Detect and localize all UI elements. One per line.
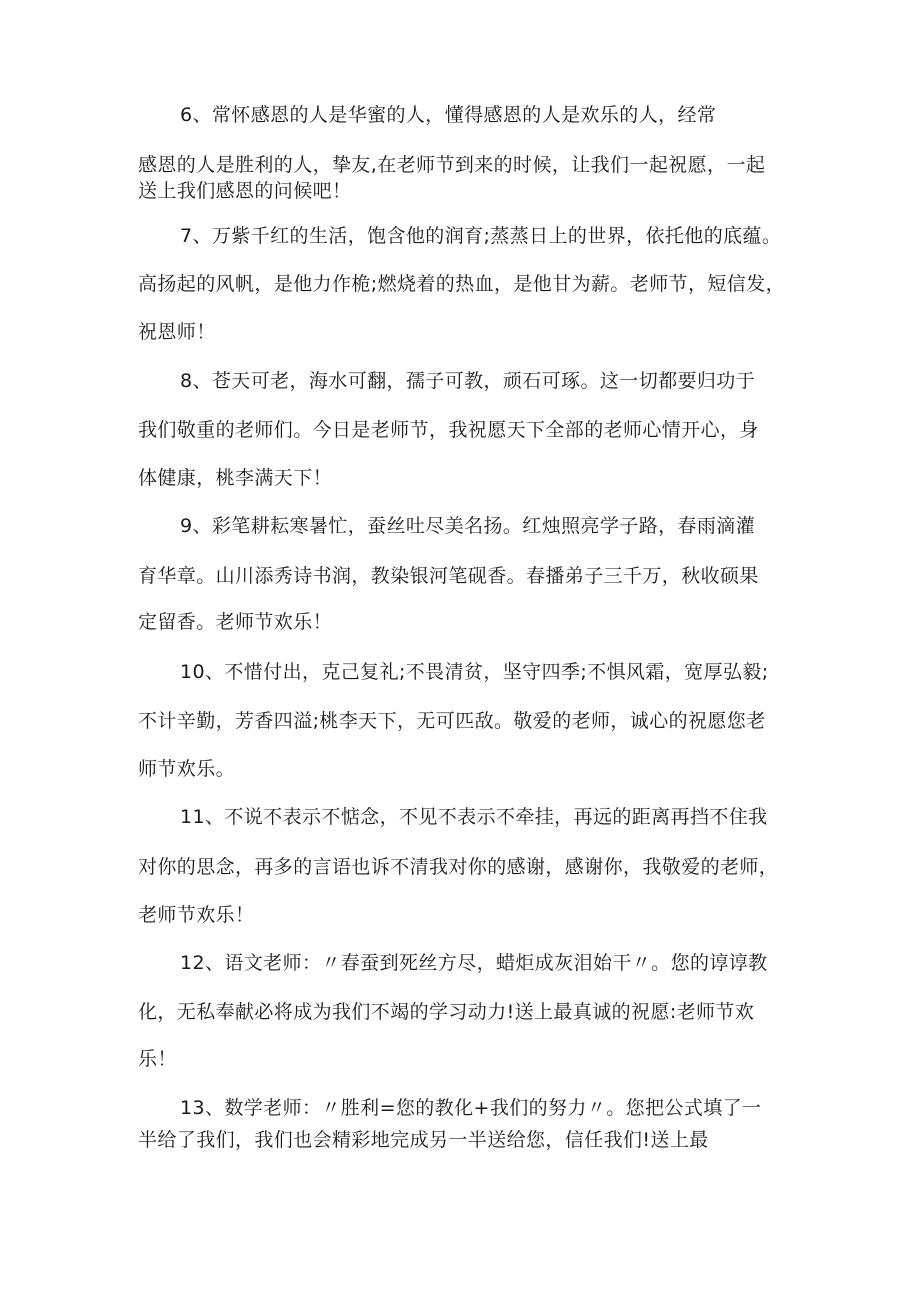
paragraph-9-line-3: 定留香。老师节欢乐！ xyxy=(138,611,333,633)
paragraph-6-line-1: 6、常怀感恩的人是华蜜的人，懂得感恩的人是欢乐的人，经常 xyxy=(180,104,717,126)
paragraph-10-line-1: 10、不惜付出，克己复礼;不畏清贫，坚守四季;不惧风霜，宽厚弘毅; xyxy=(180,661,769,683)
paragraph-10-line-2: 不计辛勤，芳香四溢;桃李天下，无可匹敌。敬爱的老师，诚心的祝愿您老 xyxy=(138,710,766,732)
paragraph-12-line-2: 化，无私奉献必将成为我们不竭的学习动力!送上最真诚的祝愿:老师节欢 xyxy=(138,1001,755,1023)
paragraph-11-line-3: 老师节欢乐！ xyxy=(138,904,255,926)
paragraph-6-line-2: 感恩的人是胜利的人，挚友,在老师节到来的时候，让我们一起祝愿，一起 xyxy=(138,154,766,176)
paragraph-8-line-1: 8、苍天可老，海水可翻，孺子可教，顽石可琢。这一切都要归功于 xyxy=(180,370,756,392)
paragraph-9-line-2: 育华章。山川添秀诗书润，教染银河笔砚香。春播弟子三千万，秋收硕果 xyxy=(138,565,759,587)
paragraph-7-line-1: 7、万紫千红的生活，饱含他的润育;蒸蒸日上的世界，依托他的底蕴。 xyxy=(180,225,782,247)
paragraph-6-line-3: 送上我们感恩的问候吧！ xyxy=(138,180,352,202)
paragraph-9-line-1: 9、彩笔耕耘寒暑忙，蚕丝吐尽美名扬。红烛照亮学子路，春雨滴灌 xyxy=(180,515,756,537)
paragraph-11-line-1: 11、不说不表示不惦念，不见不表示不牵挂，再远的距离再挡不住我 xyxy=(180,806,768,828)
paragraph-13-line-1: 13、数学老师：〃胜利=您的教化+我们的努力〃。您把公式填了一 xyxy=(180,1097,762,1119)
paragraph-10-line-3: 师节欢乐。 xyxy=(138,758,236,780)
paragraph-11-line-2: 对你的思念，再多的言语也诉不清我对你的感谢，感谢你，我敬爱的老师， xyxy=(138,856,779,878)
paragraph-7-line-3: 祝恩师！ xyxy=(138,321,216,343)
paragraph-13-line-2: 半给了我们，我们也会精彩地完成另一半送给您，信任我们!送上最 xyxy=(138,1129,709,1151)
paragraph-8-line-2: 我们敬重的老师们。今日是老师节，我祝愿天下全部的老师心情开心，身 xyxy=(138,419,759,441)
paragraph-12-line-1: 12、语文老师：〃春蚕到死丝方尽，蜡炬成灰泪始干〃。您的谆谆教 xyxy=(180,952,768,974)
paragraph-12-line-3: 乐！ xyxy=(138,1048,177,1070)
paragraph-8-line-3: 体健康，桃李满天下！ xyxy=(138,467,333,489)
paragraph-7-line-2: 高扬起的风帆，是他力作桅;燃烧着的热血，是他甘为薪。老师节，短信发， xyxy=(138,273,786,295)
